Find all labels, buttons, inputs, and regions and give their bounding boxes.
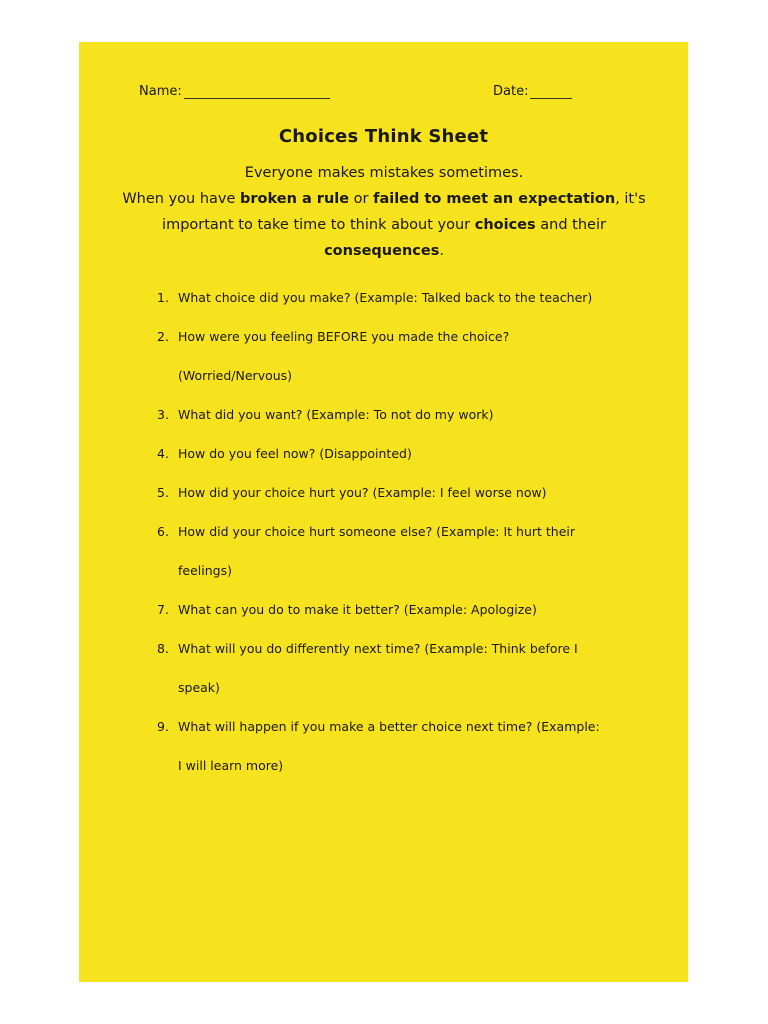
question-text: How did your choice hurt someone else? (Example: It hurt their feelings) [178,524,576,578]
question-text: What choice did you make? (Example: Talked back to the teacher) [178,290,593,305]
date-label: Date: [493,84,529,99]
question-number: 4. [157,446,169,461]
question-number: 1. [157,290,169,305]
intro-bold-choices: choices [474,217,536,233]
question-item [157,473,607,512]
question-text: What can you do to make it better? (Example: Apologize) [178,602,537,617]
intro-bold-broken-rule: broken a rule [240,191,350,207]
question-number: 7. [157,602,169,617]
think-sheet-paper [79,42,688,982]
name-blank-line [184,85,330,99]
question-number: 5. [157,485,169,500]
question-number: 9. [157,719,169,734]
question-item [157,707,607,785]
intro-text-5: . [439,243,444,259]
question-text: How do you feel now? (Disappointed) [178,446,412,461]
date-blank-line [530,85,572,99]
question-item [157,512,607,590]
question-item [157,317,607,395]
question-text: What will you do differently next time? (Example: Think before I speak) [178,641,578,695]
question-item [157,629,607,707]
question-number: 6. [157,524,169,539]
intro-text-3: , it's important to take time to think about your [162,191,646,233]
date-field [493,84,572,99]
question-item [157,434,607,473]
name-label: Name: [139,84,182,99]
question-number: 3. [157,407,169,422]
intro-text-1: When you have [122,191,241,207]
intro-body [119,186,649,264]
intro-paragraph [119,160,649,264]
question-item [157,590,607,629]
intro-bold-consequences: consequences [324,243,440,259]
intro-bold-failed-expectation: failed to meet an expectation [373,191,616,207]
sheet-title: Choices Think Sheet [278,126,489,147]
name-field [139,84,330,99]
question-list [157,278,607,785]
question-item [157,278,607,317]
question-number: 2. [157,329,169,344]
intro-text-2: or [349,191,374,207]
question-number: 8. [157,641,169,656]
question-item [157,395,607,434]
intro-text-4: and their [535,217,606,233]
question-text: How were you feeling BEFORE you made the choice? (Worried/Nervous) [178,329,510,383]
question-text: What did you want? (Example: To not do my work) [178,407,494,422]
intro-line-1: Everyone makes mistakes sometimes. [244,165,524,181]
question-text: What will happen if you make a better choice next time? (Example: I will learn more) [178,719,600,773]
question-text: How did your choice hurt you? (Example: I feel worse now) [178,485,547,500]
